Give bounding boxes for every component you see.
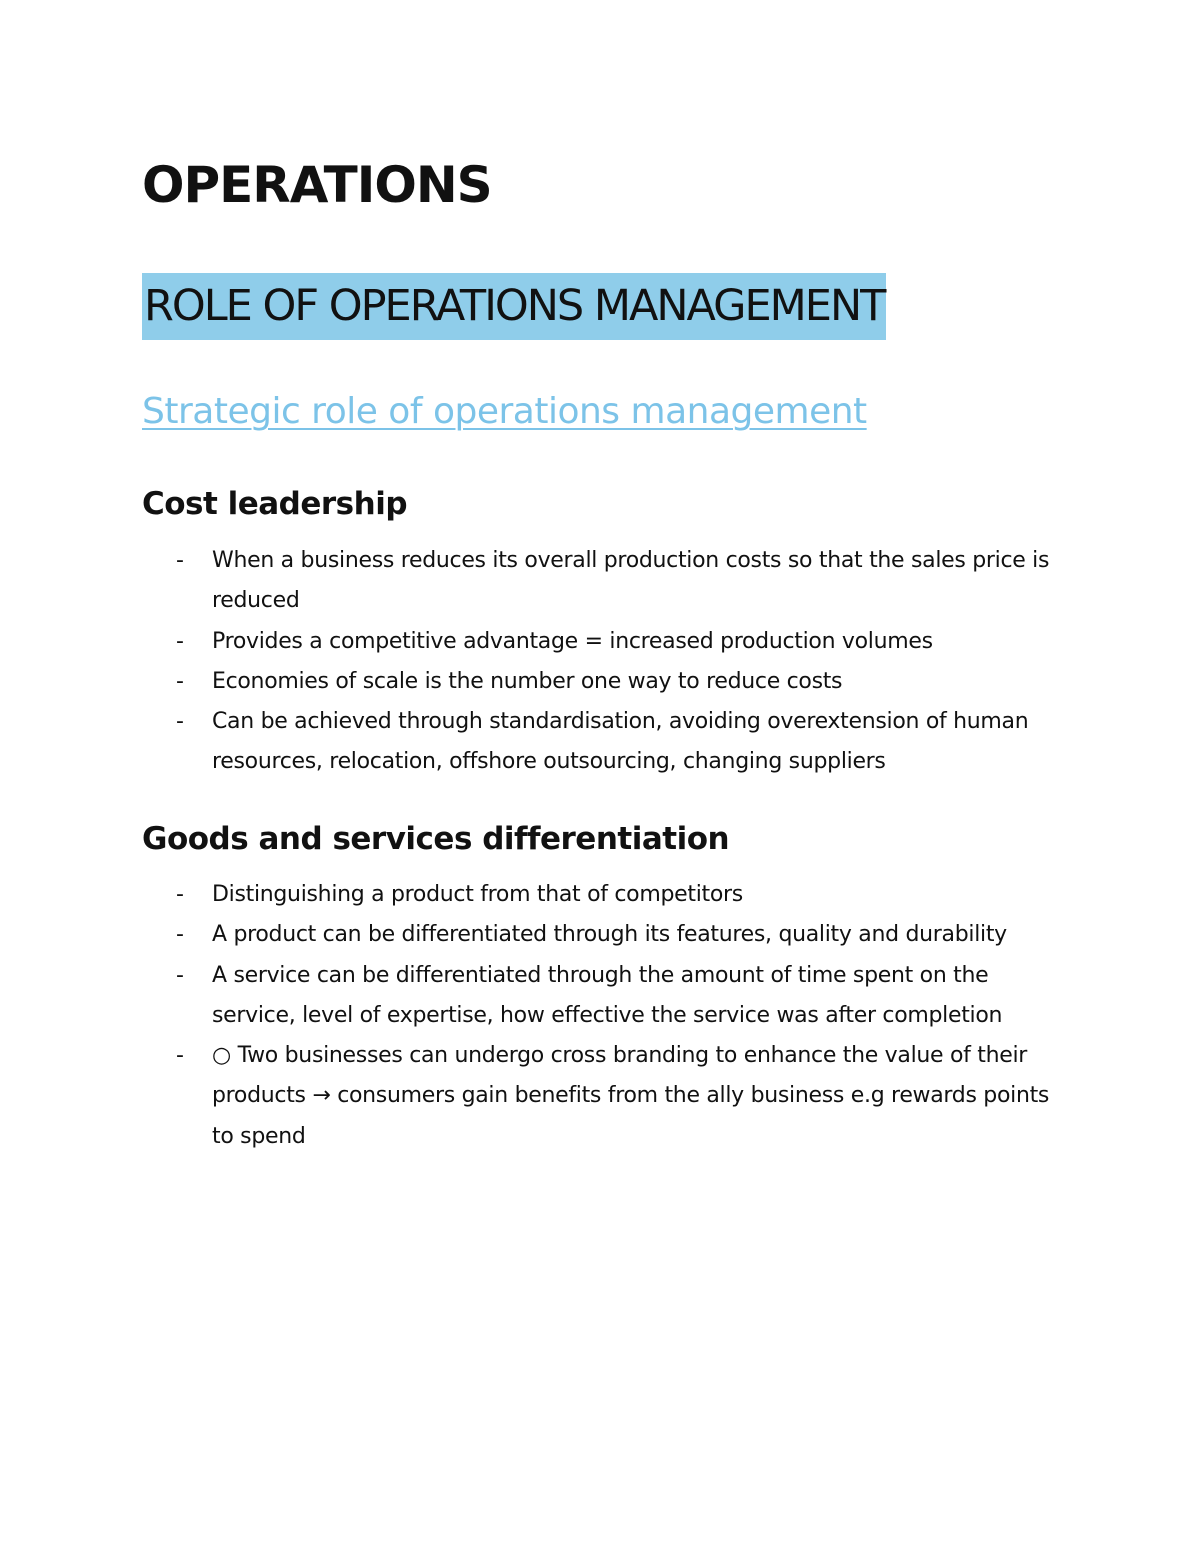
- list-item: [176, 541, 1076, 622]
- list-item: [176, 956, 1076, 1037]
- topic-heading-differentiation: Goods and services differentiation: [142, 821, 730, 857]
- bullet-dash: -: [176, 922, 184, 948]
- bullet-dash: -: [176, 882, 184, 907]
- list-item: [176, 875, 1076, 915]
- list-item-text: When a business reduces its overall production costs so that the sales price is reduced: [212, 548, 1050, 614]
- topic-heading-cost-leadership: Cost leadership: [142, 486, 408, 522]
- bullet-dash: -: [176, 548, 184, 573]
- list-item-text: Provides a competitive advantage = increased production volumes: [212, 628, 933, 654]
- bullet-dash: -: [176, 1043, 184, 1069]
- subheading-link-styled: Strategic role of operations management: [142, 391, 867, 432]
- page-title: OPERATIONS: [142, 156, 492, 214]
- list-item: [176, 702, 1076, 783]
- list-item: [176, 622, 1076, 662]
- list-item-text: Distinguishing a product from that of competitors: [212, 882, 743, 907]
- list-item: [176, 1036, 1076, 1157]
- bullet-dash: -: [176, 709, 184, 735]
- list-item-text: A service can be differentiated through the amount of time spent on the service, level of expertise, how effective the service was after completion: [212, 962, 1003, 1028]
- bullet-list-cost-leadership: [176, 541, 1076, 783]
- bullet-dash: -: [176, 962, 184, 988]
- list-item-text: ○ Two businesses can undergo cross branding to enhance the value of their products → consumers gain benefits from the ally business e.g rewards points to spend: [212, 1043, 1050, 1149]
- bullet-dash: -: [176, 628, 184, 654]
- list-item: [176, 915, 1076, 955]
- bullet-dash: -: [176, 668, 184, 694]
- list-item-text: A product can be differentiated through its features, quality and durability: [212, 922, 1007, 948]
- list-item-text: Can be achieved through standardisation, avoiding overextension of human resources, relocation, offshore outsourcing, changing suppliers: [212, 709, 1029, 775]
- section-heading-highlighted: ROLE OF OPERATIONS MANAGEMENT: [142, 273, 886, 340]
- list-item-text: Economies of scale is the number one way to reduce costs: [212, 668, 843, 694]
- list-item: [176, 662, 1076, 702]
- bullet-list-differentiation: [176, 875, 1076, 1157]
